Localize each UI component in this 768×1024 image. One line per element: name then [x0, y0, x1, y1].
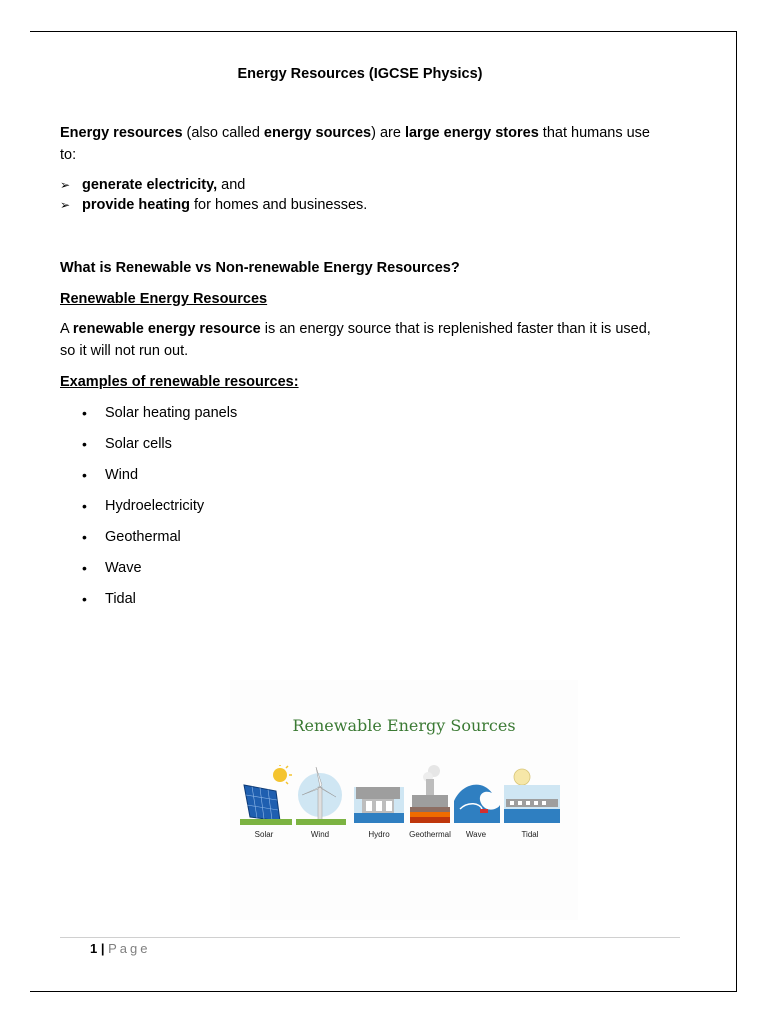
list-item: • Wave	[60, 557, 237, 588]
uses-list	[60, 175, 367, 215]
question-heading: What is Renewable vs Non-renewable Energy Resources?	[60, 260, 460, 276]
definition-bold: renewable energy resource	[72, 321, 261, 337]
solar-panel-icon	[240, 765, 292, 825]
list-item: • Tidal	[60, 588, 237, 619]
list-item: • Geothermal	[60, 526, 237, 557]
figure-title: Renewable Energy Sources	[292, 716, 516, 735]
list-item: • Solar heating panels	[60, 402, 237, 433]
list-item-text: for homes and businesses.	[189, 197, 368, 213]
page-word: Page	[108, 941, 151, 956]
footer-separator: |	[97, 941, 109, 956]
arrow-bullet-icon: ➢	[60, 198, 71, 212]
page-number: 1	[90, 941, 98, 956]
energy-icons-strip	[236, 765, 572, 845]
list-item-bold: generate electricity,	[82, 177, 218, 193]
intro-paragraph	[60, 122, 660, 166]
figure-label-wave: Wave	[465, 830, 487, 839]
examples-list	[60, 402, 237, 619]
figure-label-tidal: Tidal	[521, 830, 539, 839]
page-footer	[90, 941, 150, 956]
renewable-energy-figure	[230, 680, 578, 920]
arrow-bullet-icon: ➢	[60, 178, 71, 192]
figure-label-wind: Wind	[310, 830, 330, 839]
list-item: • Hydroelectricity	[60, 495, 237, 526]
list-item: • Solar cells	[60, 433, 237, 464]
list-item	[60, 175, 367, 195]
intro-bold-1: Energy resources	[60, 125, 183, 141]
tidal-barrage-icon	[504, 769, 560, 823]
figure-label-geothermal: Geothermal	[409, 830, 451, 839]
intro-text-4: ) are	[371, 125, 405, 141]
list-item-bold: provide heating	[82, 197, 190, 213]
intro-bold-3: energy sources	[263, 125, 372, 141]
intro-text-6: that humans use to:	[60, 125, 651, 163]
list-item: • Wind	[60, 464, 237, 495]
intro-text-2: (also called	[182, 125, 264, 141]
definition-text-1: A	[60, 321, 73, 337]
wave-icon	[454, 785, 500, 823]
definition-paragraph	[60, 318, 660, 362]
hydro-dam-icon	[354, 787, 404, 823]
examples-heading: Examples of renewable resources:	[60, 374, 299, 390]
document-title: Energy Resources (IGCSE Physics)	[237, 66, 483, 82]
wind-turbine-icon	[296, 767, 346, 825]
geothermal-plant-icon	[410, 765, 450, 823]
intro-bold-5: large energy stores	[404, 125, 539, 141]
footer-divider	[60, 937, 680, 938]
definition-text-3: is an energy source that is replenished faster than it is used, so it will not run out.	[60, 321, 651, 359]
figure-label-solar: Solar	[254, 830, 274, 839]
renewable-heading: Renewable Energy Resources	[60, 291, 268, 307]
list-item	[60, 195, 367, 215]
figure-label-hydro: Hydro	[368, 830, 390, 839]
list-item-text: and	[217, 177, 246, 193]
